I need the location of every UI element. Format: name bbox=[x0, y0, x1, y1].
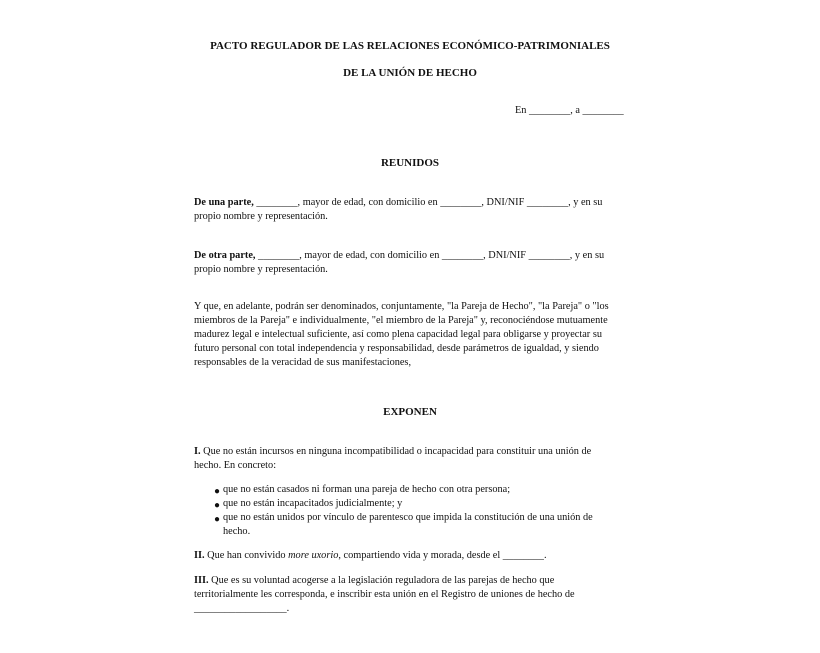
item-2-pre: Que han convivido bbox=[204, 550, 289, 561]
item-1-text: Que no están incursos en ninguna incompatibilidad o incapacidad para constituir una unión de bbox=[200, 446, 592, 457]
bullet-item-1: que no están casados ni forman una pareja de hecho con otra persona; bbox=[223, 484, 511, 495]
item-2-post: , compartiendo vida y morada, desde el ________. bbox=[338, 550, 547, 561]
paragraph-line-1: Y que, en adelante, podrán ser denominados, conjuntamente, "la Pareja de Hecho", "la Pareja" o "los bbox=[194, 301, 609, 312]
document-title-line-1: PACTO REGULADOR DE LAS RELACIONES ECONÓMICO-PATRIMONIALES bbox=[210, 40, 610, 52]
paragraph-line-4: futuro personal con total independencia y responsabilidad, desde parámetros de igualdad, y siendo bbox=[194, 343, 599, 354]
item-2-line bbox=[194, 549, 547, 564]
paragraph-line-2: miembros de la Pareja" e individualmente, "el miembro de la Pareja" y, reconociéndose mutuamente bbox=[194, 315, 608, 326]
item-1-line-2: hecho. En concreto: bbox=[194, 460, 277, 471]
parte-2-text: ________, mayor de edad, con domicilio en ________, DNI/NIF ________, y en su bbox=[255, 250, 605, 261]
bullet-item-3-cont: hecho. bbox=[223, 526, 251, 537]
bullet-icon: ● bbox=[214, 486, 221, 497]
paragraph-line-5: responsables de la veracidad de sus manifestaciones, bbox=[194, 357, 412, 368]
parte-1-label: De una parte, bbox=[194, 197, 254, 208]
item-3-text: Que es su voluntad acogerse a la legislación reguladora de las parejas de hecho que bbox=[208, 575, 555, 586]
parte-2-label: De otra parte, bbox=[194, 250, 256, 261]
item-1-number: I. bbox=[194, 446, 201, 457]
document-title-line-2: DE LA UNIÓN DE HECHO bbox=[343, 67, 477, 79]
parte-1-line-2: propio nombre y representación. bbox=[194, 211, 328, 222]
place-date-line: En ________, a ________ bbox=[515, 105, 624, 116]
bullet-icon: ● bbox=[214, 514, 221, 525]
item-3-line-2: territorialmente les corresponda, e inscribir esta unión en el Registro de uniones de hecho de bbox=[194, 589, 575, 600]
parte-1-line-1 bbox=[194, 196, 602, 211]
paragraph-line-3: madurez legal e intelectual suficiente, así como plena capacidad legal para obligarse y proyectar su bbox=[194, 329, 602, 340]
item-2-number: II. bbox=[194, 550, 205, 561]
bullet-icon: ● bbox=[214, 500, 221, 511]
item-3-line-1 bbox=[194, 574, 554, 589]
item-3-number: III. bbox=[194, 575, 209, 586]
parte-2-line-2: propio nombre y representación. bbox=[194, 264, 328, 275]
item-1-line-1 bbox=[194, 445, 591, 460]
section-heading-exponen: EXPONEN bbox=[383, 406, 437, 418]
bullet-item-3: que no están unidos por vínculo de parentesco que impida la constitución de una unión de bbox=[223, 512, 593, 523]
parte-2-line-1 bbox=[194, 249, 604, 264]
bullet-item-2: que no están incapacitados judicialmente; y bbox=[223, 498, 403, 509]
parte-1-text: ________, mayor de edad, con domicilio en ________, DNI/NIF ________, y en su bbox=[253, 197, 603, 208]
item-2-italic: more uxorio bbox=[288, 550, 339, 561]
item-3-line-3: __________________. bbox=[194, 603, 290, 614]
section-heading-reunidos: REUNIDOS bbox=[380, 157, 440, 169]
